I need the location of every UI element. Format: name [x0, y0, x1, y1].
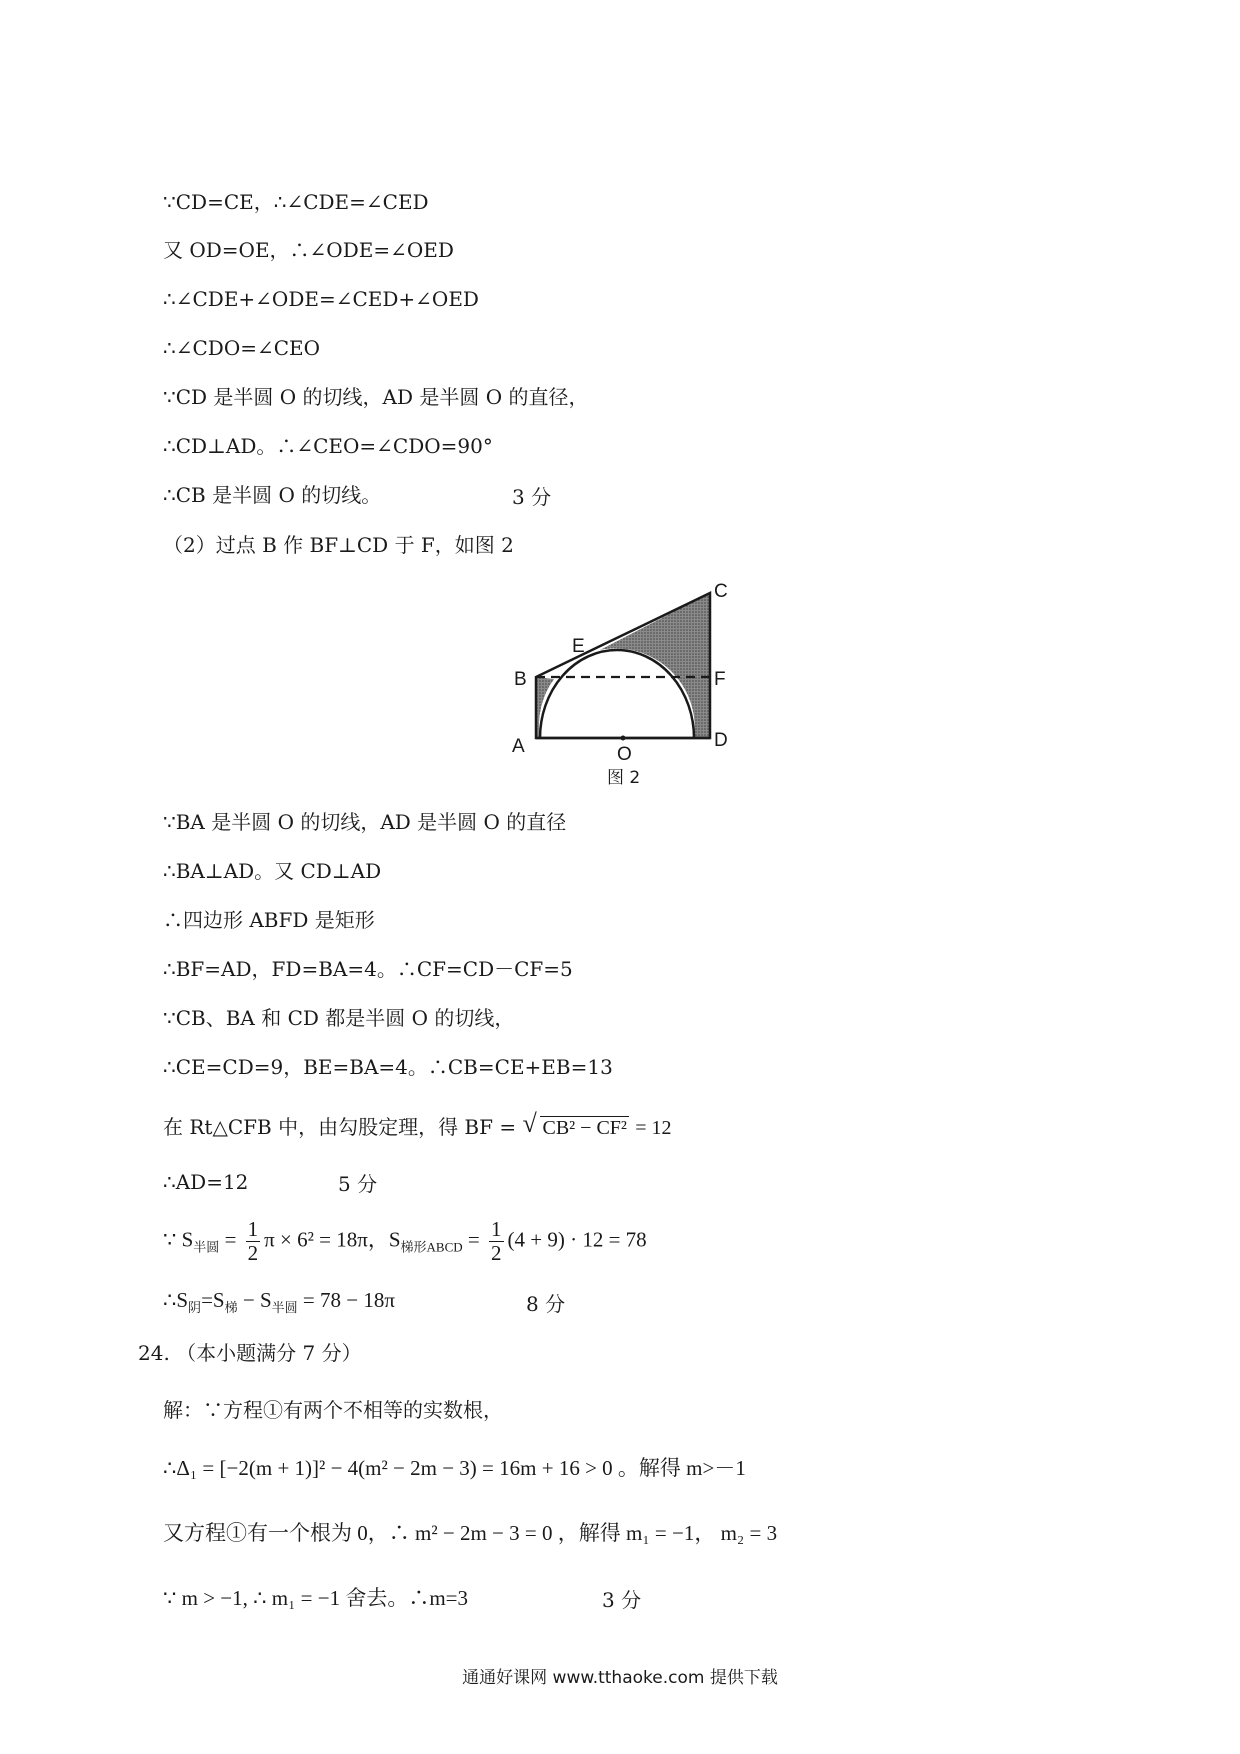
fraction-half-1: $\frac{1}{2}$ [247, 1217, 259, 1265]
score-3b: 3 分 [602, 1588, 642, 1612]
proof-line-16: ∴AD=12 [163, 1170, 249, 1194]
sub-trapezoid: 梯形ABCD [400, 1239, 463, 1255]
proof-line-4: ∴∠CDO=∠CEO [163, 336, 321, 360]
label-b: B [514, 669, 527, 690]
shaded-mid-1: =S [201, 1288, 225, 1312]
figure-2-diagram [500, 575, 740, 790]
area-end: (4 + 9) · 12 = 78 [507, 1227, 647, 1252]
proof-line-5: ∵CD 是半圆 O 的切线，AD 是半圆 O 的直径， [163, 385, 589, 409]
score-8: 8 分 [526, 1292, 566, 1316]
label-e: E [572, 636, 585, 657]
pythagoras-line [163, 1109, 672, 1142]
area-eq-2: = [467, 1227, 480, 1252]
sub-shaded: 阴 [188, 1300, 202, 1316]
proof-line-14: ∴CE=CD=9，BE=BA=4。∴CB=CE+EB=13 [163, 1055, 613, 1079]
label-o: O [617, 744, 632, 765]
label-c: C [714, 581, 728, 602]
question-24-heading: 24. （本小题满分 7 分） [138, 1341, 362, 1365]
label-f: F [714, 669, 726, 690]
proof-line-10: ∴BA⊥AD。又 CD⊥AD [163, 859, 382, 883]
solution-line-1: 解：∵方程①有两个不相等的实数根， [163, 1398, 503, 1422]
proof-line-13: ∵CB、BA 和 CD 都是半圆 O 的切线， [163, 1006, 515, 1030]
part-2-heading: （2）过点 B 作 BF⊥CD 于 F，如图 2 [163, 533, 514, 557]
area-mid: π × 6² = 18π，S [264, 1227, 401, 1252]
sub-semi: 半圆 [271, 1300, 298, 1316]
label-a: A [512, 736, 525, 757]
proof-line-11: ∴四边形 ABFD 是矩形 [163, 908, 375, 932]
sqrt-radicand: CB² − CF² [542, 1117, 627, 1139]
solution-line-2: ∴Δ₁ = [−2(m + 1)]² − 4(m² − 2m − 3) = 16m + 16 > 0 。解得 m>－1 [163, 1456, 746, 1480]
proof-line-12: ∴BF=AD，FD=BA=4。∴CF=CD－CF=5 [163, 957, 573, 981]
solution-line-3: 又方程①有一个根为 0，∴ m² − 2m − 3 = 0 ，解得 m₁ = −1， m₂ = 3 [163, 1521, 778, 1545]
sqrt-expression: √ CB² − CF² [522, 1109, 627, 1139]
pythagoras-prefix: 在 Rt△CFB 中，由勾股定理，得 BF = [163, 1115, 517, 1139]
pythagoras-result: = 12 [635, 1117, 672, 1139]
shaded-end: = 78 − 18π [302, 1288, 395, 1312]
area-formula-line [163, 1218, 647, 1265]
area-eq-1: = [224, 1227, 237, 1252]
sub-trap: 梯 [224, 1300, 238, 1316]
label-d: D [714, 730, 728, 751]
figure-caption: 图 2 [607, 768, 641, 788]
score-5: 5 分 [338, 1172, 378, 1196]
page-footer: 通通好课网 www.tthaoke.com 提供下载 [462, 1668, 778, 1688]
solution-line-4: ∵ m > −1, ∴ m₁ = −1 舍去。∴m=3 [163, 1586, 469, 1610]
score-3: 3 分 [512, 485, 552, 509]
fraction-half-2: $\frac{1}{2}$ [491, 1217, 502, 1265]
shaded-region-right [600, 593, 710, 738]
shaded-mid-2: − S [242, 1288, 272, 1312]
proof-line-9: ∵BA 是半圆 O 的切线，AD 是半圆 O 的直径 [163, 810, 567, 834]
proof-line-6: ∴CD⊥AD。∴∠CEO=∠CDO=90° [163, 434, 493, 458]
center-point-o [621, 736, 626, 741]
proof-line-2: 又 OD=OE，∴∠ODE=∠OED [163, 238, 454, 262]
shaded-area-line [163, 1286, 395, 1322]
shaded-start: ∴S [163, 1288, 189, 1312]
proof-line-7: ∴CB 是半圆 O 的切线。 [163, 483, 382, 507]
proof-line-1: ∵CD=CE，∴∠CDE=∠CED [163, 190, 429, 214]
proof-line-3: ∴∠CDE+∠ODE=∠CED+∠OED [163, 287, 479, 311]
area-because: ∵ S [163, 1227, 194, 1252]
sub-semicircle: 半圆 [193, 1239, 220, 1255]
